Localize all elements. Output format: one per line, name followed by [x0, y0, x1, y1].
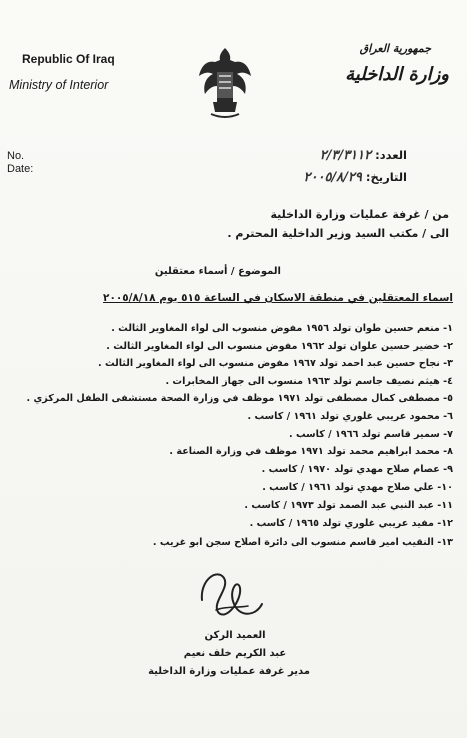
republic-title: Republic Of Iraq [22, 52, 115, 66]
logo-top-text: جمهورية العراق [359, 42, 431, 55]
list-title: اسماء المعتقلين في منطقة الاسكان في الساعة ٥١٥ يوم ٢٠٠٥/٨/١٨ [103, 292, 453, 304]
logo-main-text: وزارة الداخلية [345, 64, 449, 85]
reference-number [320, 148, 407, 163]
list-item: ٩- عصام صلاح مهدي تولد ١٩٧٠ / كاسب . [261, 464, 453, 475]
iraq-eagle-emblem-icon [195, 42, 255, 122]
list-item: ١٣- النقيب امير قاسم منسوب الى دائرة اصلاح سجن ابو غريب . [152, 537, 453, 548]
from-line: من / غرفة عمليات وزارة الداخلية [270, 208, 449, 221]
list-item: ٨- محمد ابراهيم محمد تولد ١٩٧١ موظف في وزارة الصناعة . [169, 446, 453, 457]
list-item: ٣- نجاح حسين عبد احمد تولد ١٩٦٧ مفوض منسوب الى لواء المغاوير الثالث . [97, 358, 453, 369]
list-item: ٥- مصطفى كمال مصطفى تولد ١٩٧١ موظف في وزارة الصحة مستشفى الطفل المركزي . [26, 393, 453, 404]
list-item: ١٢- مفيد عريبي غلوري تولد ١٩٦٥ / كاسب . [249, 518, 453, 529]
date-label: Date: [7, 163, 34, 175]
list-item: ١٠- علي صلاح مهدي تولد ١٩٦١ / كاسب . [262, 482, 453, 493]
to-line: الى / مكتب السيد وزير الداخلية المحترم . [227, 227, 449, 240]
handwritten-signature [182, 560, 282, 630]
list-item: ٦- محمود عريبي غلوري تولد ١٩٦١ / كاسب . [247, 411, 453, 422]
ministry-title: Ministry of Interior [9, 78, 109, 92]
signatory-title: مدير غرفة عمليات وزارة الداخلية [148, 666, 310, 677]
list-item: ٧- سمير قاسم تولد ١٩٦٦ / كاسب . [289, 429, 453, 440]
ministry-arabic-logo [345, 40, 449, 110]
ref-date-value: ٢٠٠٥/٨/٢٩ [303, 170, 362, 185]
signatory-rank: العميد الركن [204, 630, 266, 641]
list-item: ١١- عبد النبي عبد الصمد تولد ١٩٧٣ / كاسب . [244, 500, 453, 511]
ref-date-label: التاريخ: [365, 170, 407, 184]
number-value: ٢/٣/٣١١٢ [319, 148, 372, 163]
list-item: ٤- هيثم نصيف جاسم تولد ١٩٦٣ منسوب الى جهاز المخابرات . [165, 376, 453, 387]
no-label: No. [7, 150, 25, 162]
list-item: ١- منعم حسين طوان تولد ١٩٥٦ مفوض منسوب الى لواء المغاوير الثالث . [111, 323, 453, 334]
subject-line: الموضوع / أسماء معتقلين [154, 266, 281, 277]
reference-date [304, 170, 408, 185]
number-label: العدد: [375, 148, 407, 162]
signatory-name: عبد الكريم خلف نعيم [183, 648, 287, 659]
list-item: ٢- خضير حسين علوان تولد ١٩٦٢ مفوض منسوب الى لواء المغاوير الثالث . [106, 341, 453, 352]
